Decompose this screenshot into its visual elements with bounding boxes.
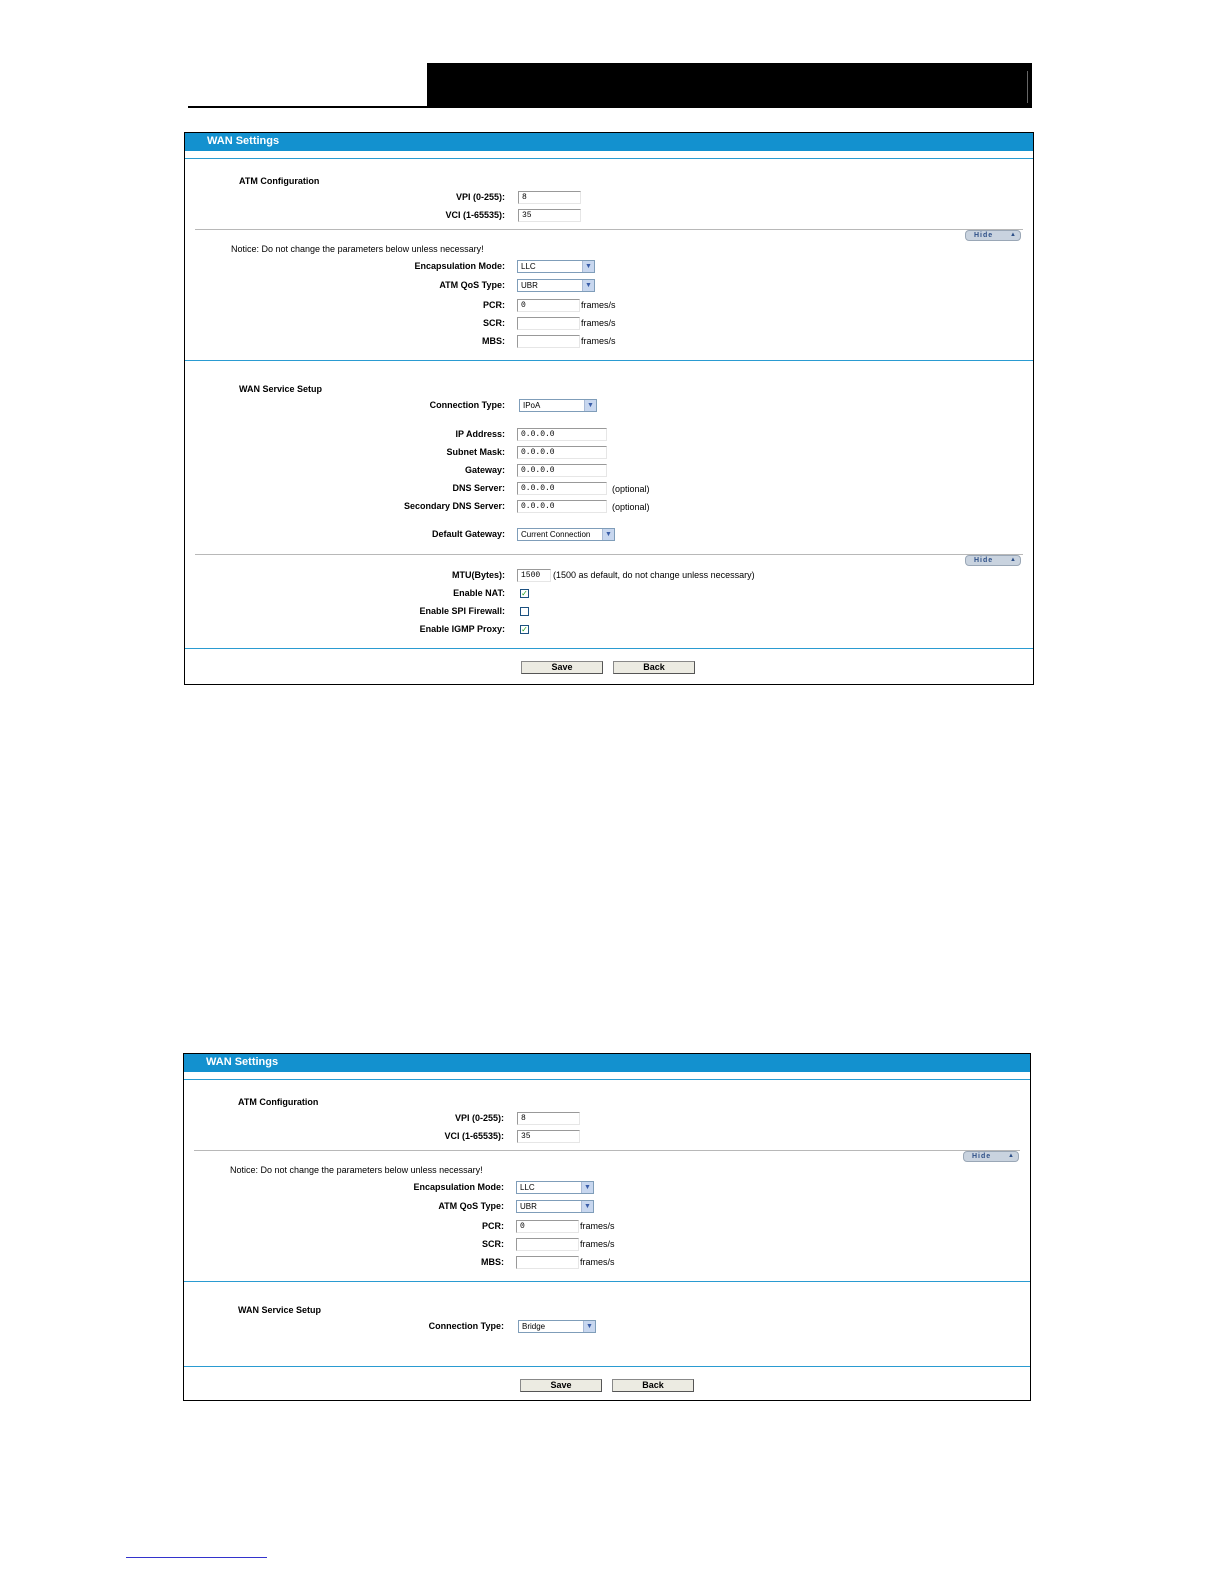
back-button[interactable]: Back — [613, 661, 695, 674]
advanced-separator — [194, 1150, 1020, 1151]
atm-qos-type-label: ATM QoS Type: — [438, 1201, 504, 1211]
atm-qos-type-label: ATM QoS Type: — [439, 280, 505, 290]
vci-label: VCI (1-65535): — [445, 210, 505, 220]
default-gateway-label: Default Gateway: — [431, 529, 505, 539]
mtu-note: (1500 as default, do not change unless necessary) — [553, 570, 755, 580]
secondary-dns-optional-note: (optional) — [612, 502, 650, 512]
chevron-down-icon: ▼ — [602, 529, 614, 540]
wan-settings-panel-ipoa — [184, 132, 1034, 685]
save-button[interactable]: Save — [520, 1379, 602, 1392]
scr-input[interactable] — [517, 317, 580, 330]
title-underline — [185, 158, 1033, 159]
hide-atm-advanced-button[interactable] — [965, 230, 1021, 241]
hide-wan-advanced-button[interactable] — [965, 555, 1021, 566]
chevron-down-icon: ▼ — [582, 261, 594, 272]
scr-label: SCR: — [482, 1239, 504, 1249]
section-divider — [185, 360, 1033, 361]
collapse-arrow-icon: ▲ — [1010, 557, 1016, 563]
pcr-input[interactable]: 0 — [517, 299, 580, 312]
scr-input[interactable] — [516, 1238, 579, 1251]
atm-qos-type-select[interactable] — [516, 1200, 594, 1213]
mtu-label: MTU(Bytes): — [452, 570, 505, 580]
mbs-input[interactable] — [517, 335, 580, 348]
encapsulation-mode-label: Encapsulation Mode: — [413, 1182, 504, 1192]
connection-type-label: Connection Type: — [428, 1321, 504, 1331]
vpi-label: VPI (0-255): — [454, 1113, 504, 1123]
panel-title-bar — [185, 133, 1033, 151]
footer-link-underline — [126, 1557, 267, 1558]
secondary-dns-server-label: Secondary DNS Server: — [403, 501, 505, 511]
atm-qos-type-value: UBR — [521, 281, 538, 290]
atm-qos-type-value: UBR — [520, 1202, 537, 1211]
hide-label: Hide — [972, 1153, 992, 1160]
pcr-input[interactable]: 0 — [516, 1220, 579, 1233]
hide-atm-advanced-button[interactable] — [963, 1151, 1019, 1162]
collapse-arrow-icon: ▲ — [1008, 1153, 1014, 1159]
default-gateway-value: Current Connection — [521, 530, 591, 539]
title-underline — [184, 1079, 1030, 1080]
chevron-down-icon: ▼ — [581, 1182, 593, 1193]
encapsulation-mode-select[interactable] — [517, 260, 595, 273]
header-rule — [188, 106, 428, 108]
pcr-label: PCR: — [482, 1221, 504, 1231]
encapsulation-mode-label: Encapsulation Mode: — [414, 261, 505, 271]
secondary-dns-server-input[interactable]: 0.0.0.0 — [517, 500, 607, 513]
vpi-input[interactable]: 8 — [517, 1112, 580, 1125]
wan-settings-panel-bridge — [183, 1053, 1031, 1401]
hide-label: Hide — [974, 557, 994, 564]
chevron-down-icon: ▼ — [584, 400, 596, 411]
enable-nat-label: Enable NAT: — [453, 588, 505, 598]
pcr-unit: frames/s — [581, 300, 616, 310]
atm-configuration-heading: ATM Configuration — [238, 1097, 319, 1107]
vci-input[interactable]: 35 — [518, 209, 581, 222]
subnet-mask-input[interactable]: 0.0.0.0 — [517, 446, 607, 459]
ip-address-input[interactable]: 0.0.0.0 — [517, 428, 607, 441]
save-button[interactable]: Save — [521, 661, 603, 674]
mbs-label: MBS: — [482, 336, 505, 346]
mbs-input[interactable] — [516, 1256, 579, 1269]
enable-igmp-proxy-label: Enable IGMP Proxy: — [419, 624, 505, 634]
mbs-label: MBS: — [481, 1257, 504, 1267]
vci-input[interactable]: 35 — [517, 1130, 580, 1143]
atm-qos-type-select[interactable] — [517, 279, 595, 292]
connection-type-select[interactable] — [518, 1320, 596, 1333]
wan-service-setup-heading: WAN Service Setup — [238, 1305, 322, 1315]
collapse-arrow-icon: ▲ — [1010, 232, 1016, 238]
notice-text: Notice: Do not change the parameters below unless necessary! — [230, 1165, 483, 1175]
enable-spi-firewall-label: Enable SPI Firewall: — [419, 606, 505, 616]
mtu-input[interactable]: 1500 — [517, 569, 551, 582]
scr-label: SCR: — [483, 318, 505, 328]
connection-type-value: IPoA — [523, 401, 541, 410]
panel-title: WAN Settings — [206, 1056, 279, 1068]
section-divider — [184, 1281, 1030, 1282]
encapsulation-mode-select[interactable] — [516, 1181, 594, 1194]
dns-server-label: DNS Server: — [452, 483, 505, 493]
advanced-separator — [195, 229, 1023, 230]
section-divider — [184, 1366, 1030, 1367]
header-bar — [427, 63, 1032, 108]
connection-type-select[interactable] — [519, 399, 597, 412]
scr-unit: frames/s — [580, 1239, 615, 1249]
vpi-input[interactable]: 8 — [518, 191, 581, 204]
enable-spi-firewall-checkbox[interactable] — [520, 607, 529, 616]
section-divider — [185, 648, 1033, 649]
panel-title: WAN Settings — [207, 135, 280, 147]
dns-server-input[interactable]: 0.0.0.0 — [517, 482, 607, 495]
chevron-down-icon: ▼ — [582, 280, 594, 291]
pcr-unit: frames/s — [580, 1221, 615, 1231]
dns-optional-note: (optional) — [612, 484, 650, 494]
scr-unit: frames/s — [581, 318, 616, 328]
wan-service-setup-heading: WAN Service Setup — [239, 384, 323, 394]
pcr-label: PCR: — [483, 300, 505, 310]
connection-type-value: Bridge — [522, 1322, 546, 1331]
atm-configuration-heading: ATM Configuration — [239, 176, 320, 186]
vci-label: VCI (1-65535): — [444, 1131, 504, 1141]
vpi-label: VPI (0-255): — [455, 192, 505, 202]
mbs-unit: frames/s — [580, 1257, 615, 1267]
subnet-mask-label: Subnet Mask: — [446, 447, 505, 457]
ip-address-label: IP Address: — [455, 429, 505, 439]
hide-label: Hide — [974, 232, 994, 239]
chevron-down-icon: ▼ — [581, 1201, 593, 1212]
advanced-separator — [195, 554, 1023, 555]
enable-nat-checkbox[interactable]: ✓ — [521, 589, 528, 598]
gateway-input[interactable]: 0.0.0.0 — [517, 464, 607, 477]
connection-type-label: Connection Type: — [429, 400, 505, 410]
panel-title-bar — [184, 1054, 1030, 1072]
encapsulation-mode-value: LLC — [520, 1183, 535, 1192]
gateway-label: Gateway: — [464, 465, 505, 475]
default-gateway-select[interactable] — [517, 528, 615, 541]
enable-igmp-proxy-checkbox[interactable]: ✓ — [521, 625, 528, 634]
encapsulation-mode-value: LLC — [521, 262, 536, 271]
notice-text: Notice: Do not change the parameters below unless necessary! — [231, 244, 484, 254]
mbs-unit: frames/s — [581, 336, 616, 346]
chevron-down-icon: ▼ — [583, 1321, 595, 1332]
back-button[interactable]: Back — [612, 1379, 694, 1392]
